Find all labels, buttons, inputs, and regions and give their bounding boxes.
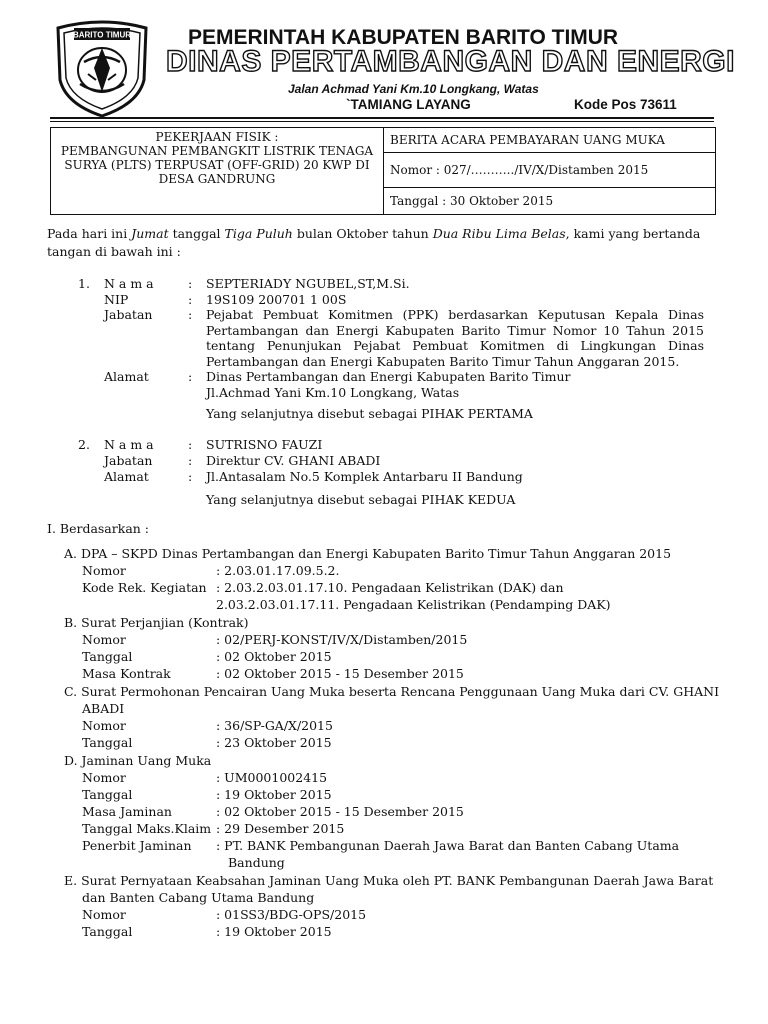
- party1-nip-value: 19S109 200701 1 00S: [206, 292, 347, 307]
- colon: :: [188, 437, 193, 452]
- item-c-heading: C. Surat Permohonan Pencairan Uang Muka beserta Rencana Penggunaan Uang Muka dari CV. GHANI: [64, 684, 720, 699]
- item-d-label: Nomor: [82, 770, 126, 785]
- item-b-value: : 02/PERJ-KONST/IV/X/Distamben/2015: [216, 632, 468, 647]
- document-title-cell: BERITA ACARA PEMBAYARAN UANG MUKA: [384, 128, 716, 153]
- item-b-label: Masa Kontrak: [82, 666, 171, 681]
- party2-number: 2.: [78, 437, 90, 452]
- item-b-label: Tanggal: [82, 649, 133, 664]
- party1-position-label: Jabatan: [104, 307, 153, 322]
- party1-address-label: Alamat: [104, 369, 149, 384]
- letterhead-address: Jalan Achmad Yani Km.10 Longkang, Watas: [288, 82, 539, 96]
- letterhead-postal-code: Kode Pos 73611: [574, 97, 677, 112]
- party1-number: 1.: [78, 276, 90, 291]
- item-d-value: : 29 Desember 2015: [216, 821, 345, 836]
- work-line: PEKERJAAN FISIK :: [155, 130, 279, 144]
- item-a-value: 2.03.2.03.01.17.11. Pengadaan Kelistrikan (Pendamping DAK): [216, 597, 611, 612]
- letterhead-rule-thin: [50, 121, 714, 122]
- work-line: SURYA (PLTS) TERPUSAT (OFF-GRID) 20 KWP DI: [64, 158, 370, 172]
- item-d-label: Masa Jaminan: [82, 804, 172, 819]
- item-e-label: Nomor: [82, 907, 126, 922]
- intro-year: Dua Ribu Lima Belas: [432, 226, 566, 241]
- work-line: PEMBANGUNAN PEMBANGKIT LISTRIK TENAGA: [60, 144, 374, 158]
- item-c-value: : 23 Oktober 2015: [216, 735, 332, 750]
- item-d-value: : 19 Oktober 2015: [216, 787, 332, 802]
- party1-position-value: Pejabat Pembuat Komitmen (PPK) berdasarkan Keputusan Kepala Dinas Pertambangan dan Energi Kabupaten Barito Timur Nomor 10 Tahun 2015 tentang Penunjukan Pejabat Pembuat Komitmen di Lingkungan Dinas Pertambangan dan Energi Kabupaten Barito Timur Tahun Anggaran 2015.: [206, 307, 704, 369]
- item-d-value: : 02 Oktober 2015 - 15 Desember 2015: [216, 804, 464, 819]
- party2-name-value: SUTRISNO FAUZI: [206, 437, 323, 452]
- item-c-heading-cont: ABADI: [82, 701, 125, 716]
- colon: :: [188, 469, 193, 484]
- item-d-value: : UM0001002415: [216, 770, 328, 785]
- colon: :: [188, 307, 193, 322]
- item-e-heading: E. Surat Pernyataan Keabsahan Jaminan Uang Muka oleh PT. BANK Pembangunan Daerah Jawa Barat: [64, 873, 714, 888]
- letterhead-rule-thick: [50, 117, 714, 119]
- letterhead-city: `TAMIANG LAYANG: [346, 97, 471, 112]
- item-a-label: Nomor: [82, 563, 126, 578]
- colon: :: [188, 453, 193, 468]
- party2-designation: Yang selanjutnya disebut sebagai PIHAK KEDUA: [206, 492, 516, 507]
- item-b-value: : 02 Oktober 2015 - 15 Desember 2015: [216, 666, 464, 681]
- section-title: I. Berdasarkan :: [47, 521, 150, 536]
- party2-position-value: Direktur CV. GHANI ABADI: [206, 453, 381, 468]
- item-a-label: Kode Rek. Kegiatan: [82, 580, 207, 595]
- item-e-label: Tanggal: [82, 924, 133, 939]
- intro-date: Tiga Puluh: [224, 226, 293, 241]
- item-c-value: : 36/SP-GA/X/2015: [216, 718, 333, 733]
- item-c-label: Tanggal: [82, 735, 133, 750]
- item-d-label: Penerbit Jaminan: [82, 838, 192, 853]
- colon: :: [188, 292, 193, 307]
- item-d-label: Tanggal: [82, 787, 133, 802]
- item-b-heading: B. Surat Perjanjian (Kontrak): [64, 615, 249, 630]
- item-a-value: : 2.03.2.03.01.17.10. Pengadaan Kelistrikan (DAK) dan: [216, 580, 564, 595]
- letterhead-government: PEMERINTAH KABUPATEN BARITO TIMUR: [188, 26, 619, 49]
- party1-address-line2: Jl.Achmad Yani Km.10 Longkang, Watas: [206, 385, 460, 400]
- emblem-banner-text: BARITO TIMUR: [72, 30, 132, 40]
- item-e-heading-cont: dan Banten Cabang Utama Bandung: [82, 890, 315, 905]
- party1-name-label: N a m a: [104, 276, 154, 291]
- party2-address-label: Alamat: [104, 469, 149, 484]
- work-description-cell: [51, 128, 384, 215]
- document-info-table: [50, 127, 716, 215]
- colon: :: [188, 369, 193, 384]
- party1-address-line1: Dinas Pertambangan dan Energi Kabupaten Barito Timur: [206, 369, 571, 384]
- item-a-heading: A. DPA – SKPD Dinas Pertambangan dan Energi Kabupaten Barito Timur Tahun Anggaran 2015: [64, 546, 672, 561]
- item-d-value-cont: Bandung: [228, 855, 285, 870]
- party1-name-value: SEPTERIADY NGUBEL,ST,M.Si.: [206, 276, 410, 291]
- item-d-label: Tanggal Maks.Klaim: [82, 821, 212, 836]
- party1-designation: Yang selanjutnya disebut sebagai PIHAK PERTAMA: [206, 406, 533, 421]
- item-e-value: : 19 Oktober 2015: [216, 924, 332, 939]
- item-a-value: : 2.03.01.17.09.5.2.: [216, 563, 340, 578]
- party2-address-value: Jl.Antasalam No.5 Komplek Antarbaru II Bandung: [206, 469, 523, 484]
- colon: :: [188, 276, 193, 291]
- item-b-label: Nomor: [82, 632, 126, 647]
- intro-paragraph: Pada hari ini Jumat tanggal Tiga Puluh bulan Oktober tahun Dua Ribu Lima Belas, kami yang bertanda tangan di bawah ini :: [47, 226, 701, 259]
- party2-position-label: Jabatan: [104, 453, 153, 468]
- party1-nip-label: NIP: [104, 292, 129, 307]
- party2-name-label: N a m a: [104, 437, 154, 452]
- document-date-cell: Tanggal : 30 Oktober 2015: [384, 188, 716, 215]
- item-d-heading: D. Jaminan Uang Muka: [64, 753, 212, 768]
- item-d-value: : PT. BANK Pembangunan Daerah Jawa Barat dan Banten Cabang Utama: [216, 838, 680, 853]
- item-b-value: : 02 Oktober 2015: [216, 649, 332, 664]
- item-e-value: : 01SS3/BDG-OPS/2015: [216, 907, 367, 922]
- regency-emblem-icon: [50, 18, 154, 118]
- letterhead-office: DINAS PERTAMBANGAN DAN ENERGI: [166, 45, 735, 78]
- item-c-label: Nomor: [82, 718, 126, 733]
- intro-day: Jumat: [131, 226, 169, 241]
- document-number-cell: Nomor : 027/………../IV/X/Distamben 2015: [384, 153, 716, 188]
- work-line: DESA GANDRUNG: [158, 172, 276, 186]
